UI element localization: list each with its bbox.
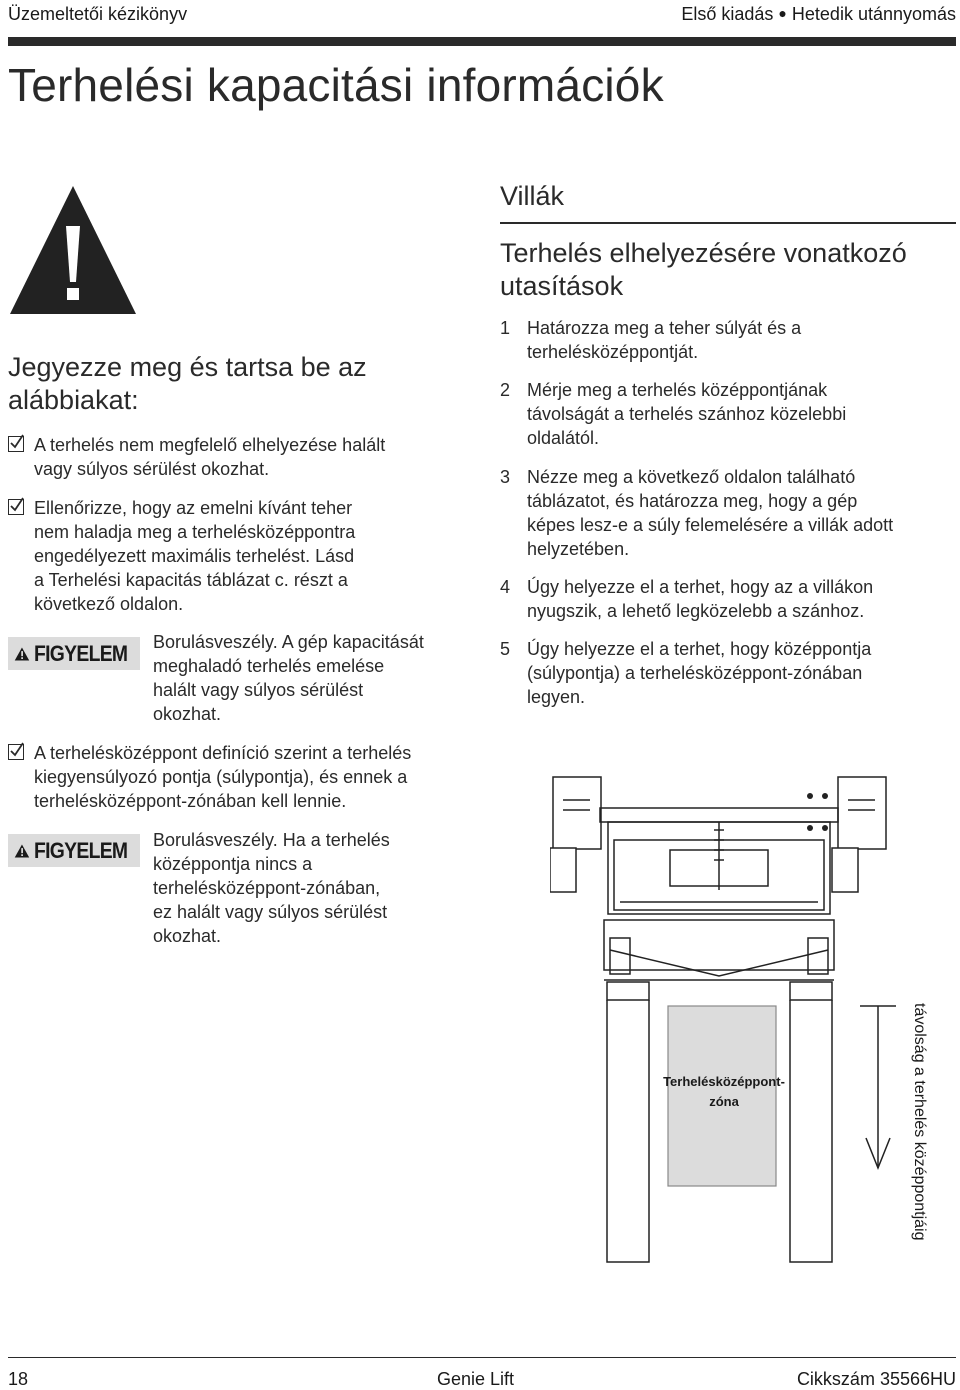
warning-text-2 bbox=[153, 828, 390, 948]
load-center-zone-label bbox=[656, 1072, 792, 1112]
checkbox-icon bbox=[8, 436, 24, 452]
warning-badge bbox=[8, 637, 140, 670]
step-line: helyzetében. bbox=[527, 539, 630, 559]
check-item-3 bbox=[34, 741, 411, 813]
check-item-3-line: terhelésközéppont-zónában kell lennie. bbox=[34, 791, 347, 811]
fork-diagram bbox=[550, 770, 960, 1330]
left-heading: Jegyezze meg és tartsa be az alábbiakat: bbox=[8, 352, 367, 415]
step-line: Határozza meg a teher súlyát és a bbox=[527, 318, 802, 338]
instructions-heading: Terhelés elhelyezésére vonatkozó utasítások bbox=[500, 238, 907, 301]
footer-part-number: Cikkszám 35566HU bbox=[796, 1369, 956, 1389]
check-item-2-line: következő oldalon. bbox=[34, 594, 184, 614]
step-line: Mérje meg a terhelés középpontjának bbox=[527, 380, 828, 400]
check-item-2-line: Ellenőrizze, hogy az emelni kívánt teher bbox=[34, 498, 353, 518]
warning-badge bbox=[8, 834, 140, 867]
warning-1-line: okozhat. bbox=[153, 704, 222, 724]
bullet-icon: ● bbox=[778, 5, 787, 21]
distance-label: távolság a terhelés középpontjáig bbox=[911, 1003, 928, 1241]
warning-2-line: középpontja nincs a bbox=[153, 854, 313, 874]
step-line: oldalától. bbox=[527, 428, 600, 448]
warning-2-line: okozhat. bbox=[153, 926, 222, 946]
step-number: 4 bbox=[500, 577, 511, 597]
header-manual-title: Üzemeltetői kézikönyv bbox=[8, 4, 188, 24]
warning-2-line: terhelésközéppont-zónában, bbox=[153, 878, 381, 898]
check-item-2-line: nem haladja meg a terhelésközéppontra bbox=[34, 522, 356, 542]
zone-label-line: zóna bbox=[709, 1094, 739, 1109]
check-item-3-line: kiegyensúlyozó pontja (súlypontja), és ennek a bbox=[34, 767, 408, 787]
warning-triangle-icon bbox=[8, 184, 138, 316]
step-line: (súlypontja) a terhelésközéppont-zónában bbox=[527, 663, 863, 683]
warning-text-1 bbox=[153, 630, 424, 726]
step-line: legyen. bbox=[527, 687, 586, 707]
check-item-1-line: vagy súlyos sérülést okozhat. bbox=[34, 459, 270, 479]
check-item-3-line: A terhelésközéppont definíció szerint a terhelés bbox=[34, 743, 412, 763]
header-rule bbox=[8, 37, 956, 46]
warning-2-line: Borulásveszély. Ha a terhelés bbox=[153, 830, 390, 850]
reprint-text: Hetedik utánnyomás bbox=[791, 4, 956, 24]
check-item-1 bbox=[34, 433, 385, 481]
page-number: 18 bbox=[8, 1369, 29, 1389]
footer-brand: Genie Lift bbox=[437, 1369, 515, 1389]
footer-rule bbox=[8, 1357, 956, 1358]
warning-1-line: halált vagy súlyos sérülést bbox=[153, 680, 364, 700]
warning-1-line: meghaladó terhelés emelése bbox=[153, 656, 385, 676]
check-item-1-line: A terhelés nem megfelelő elhelyezése halált bbox=[34, 435, 386, 455]
step-line: táblázatot, és határozza meg, hogy a gép bbox=[527, 491, 858, 511]
check-item-2-line: a Terhelési kapacitás táblázat c. részt a bbox=[34, 570, 348, 590]
warning-2-line: ez halált vagy súlyos sérülést bbox=[153, 902, 388, 922]
steps-list bbox=[500, 316, 958, 716]
step-line: távolságát a terhelés szánhoz közelebbi bbox=[527, 404, 847, 424]
warning-1-line: Borulásveszély. A gép kapacitását bbox=[153, 632, 424, 652]
check-item-2 bbox=[34, 496, 355, 616]
small-warning-icon bbox=[14, 644, 30, 664]
step-text bbox=[527, 316, 801, 364]
step-line: Nézze meg a következő oldalon található bbox=[527, 467, 856, 487]
step-line: Úgy helyezze el a terhet, hogy középpontja bbox=[527, 639, 872, 659]
checkbox-icon bbox=[8, 744, 24, 760]
edition-text: Első kiadás bbox=[681, 4, 774, 24]
warning-label: FIGYELEM bbox=[33, 640, 128, 666]
checkbox-icon bbox=[8, 499, 24, 515]
step-text bbox=[527, 575, 873, 623]
step-text bbox=[527, 465, 893, 561]
step-number: 2 bbox=[500, 380, 511, 400]
small-warning-icon bbox=[14, 841, 30, 861]
step-number: 3 bbox=[500, 467, 511, 487]
zone-label-line: Terhelésközéppont- bbox=[663, 1074, 785, 1089]
step-text bbox=[527, 378, 846, 450]
warning-label: FIGYELEM bbox=[33, 837, 128, 863]
step-line: nyugszik, a lehető legközelebb a szánhoz. bbox=[527, 601, 865, 621]
step-line: képes lesz-e a súly felemelésére a villák adott bbox=[527, 515, 894, 535]
step-text bbox=[527, 637, 871, 709]
step-number: 5 bbox=[500, 639, 511, 659]
page-title: Terhelési kapacitási információk bbox=[8, 59, 664, 111]
step-number: 1 bbox=[500, 318, 511, 338]
header-edition bbox=[681, 4, 956, 25]
section-rule bbox=[500, 222, 956, 224]
section-title: Villák bbox=[500, 181, 565, 211]
step-line: Úgy helyezze el a terhet, hogy az a villákon bbox=[527, 577, 874, 597]
step-line: terhelésközéppontját. bbox=[527, 342, 699, 362]
check-item-2-line: engedélyezett maximális terhelést. Lásd bbox=[34, 546, 355, 566]
